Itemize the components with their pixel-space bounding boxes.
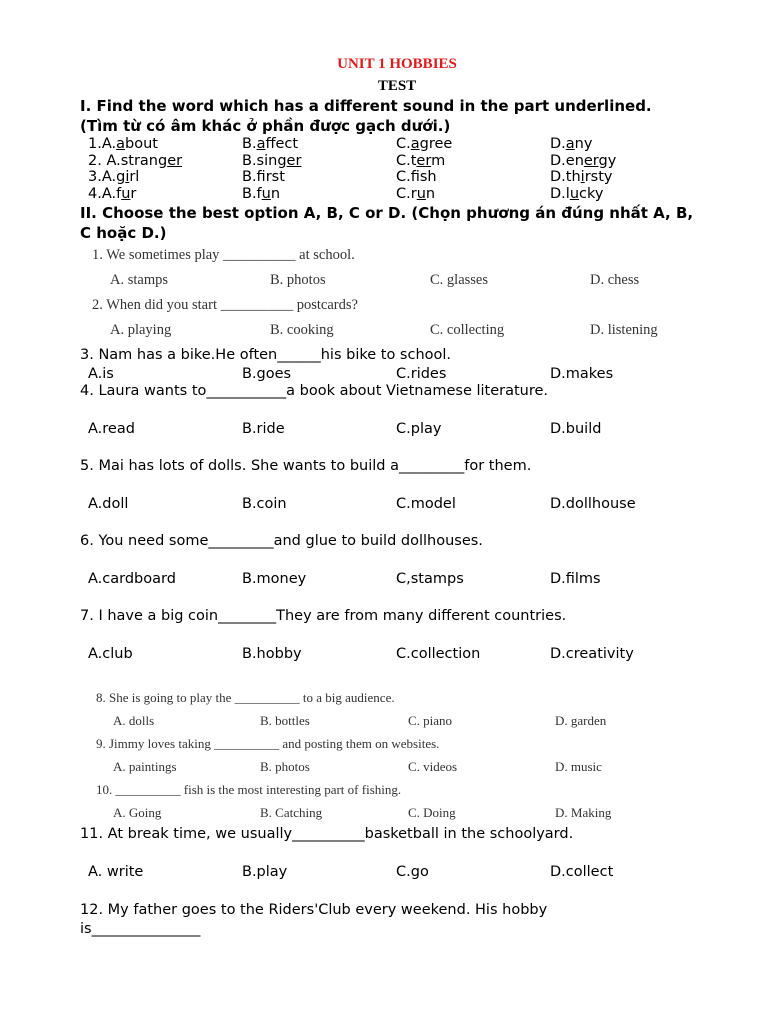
q6-option-a: A.cardboard — [88, 571, 176, 587]
q1-options — [0, 272, 768, 290]
option-suffix: m — [431, 153, 446, 169]
q1-option-b: B. photos — [270, 272, 326, 288]
option-suffix: r — [130, 186, 137, 202]
q4-question: 4. Laura wants to___________a book about Vietnamese literature. — [80, 383, 549, 399]
option-underlined-part: a — [565, 136, 575, 152]
q7-question: 7. I have a big coin________They are from many different countries. — [80, 608, 567, 624]
option-underlined-part: i — [125, 169, 130, 185]
q4-option-c: C.play — [396, 421, 442, 437]
q2-option-c: C. collecting — [430, 322, 505, 338]
option-prefix: D.en — [550, 153, 584, 169]
option-suffix: rst — [265, 169, 285, 185]
section1-heading-vi: (Tìm từ có âm khác ở phần được gạch dưới.) — [80, 117, 451, 135]
section2-heading-line2: C hoặc D.) — [80, 224, 167, 242]
q4-option-d: D.build — [550, 421, 602, 437]
q7-option-d: D.creativity — [550, 646, 634, 662]
q5-question: 5. Mai has lots of dolls. She wants to build a_________for them. — [80, 458, 532, 474]
q5-option-b: B.coin — [242, 496, 287, 512]
option-underlined-part: u — [121, 186, 131, 202]
q5-option-d: D.dollhouse — [550, 496, 636, 512]
q8-options — [0, 713, 768, 731]
q8-option-b: B. bottles — [260, 713, 310, 728]
q1-option-a: A. stamps — [110, 272, 168, 288]
q3-option-b — [242, 169, 285, 185]
q11-option-c: C.go — [396, 864, 429, 880]
q6-option-b: B.money — [242, 571, 307, 587]
q3-option-c — [396, 169, 437, 185]
option-prefix: D.th — [550, 169, 581, 185]
q5-option-c: C.model — [396, 496, 456, 512]
q2-question: 2. When did you start __________ postcards? — [92, 297, 358, 313]
q10-option-a: A. Going — [113, 805, 162, 820]
q4-option-b: B.ride — [242, 421, 285, 437]
option-underlined-part: i — [580, 169, 585, 185]
option-underlined-part: a — [410, 136, 420, 152]
section1-row-1 — [80, 136, 768, 154]
q9-options — [0, 759, 768, 777]
q5-options — [80, 496, 768, 514]
q11-question: 11. At break time, we usually__________basketball in the schoolyard. — [80, 826, 574, 842]
q1-question: 1. We sometimes play __________ at school. — [92, 247, 355, 263]
q2-option-a — [88, 153, 182, 169]
option-prefix: 2. A.strang — [88, 153, 168, 169]
section1-row-3 — [80, 169, 768, 187]
option-underlined-part: a — [256, 136, 266, 152]
q7-option-a: A.club — [88, 646, 133, 662]
q8-option-a: A. dolls — [113, 713, 155, 728]
q8-option-d: D. garden — [555, 713, 607, 728]
option-suffix: sh — [419, 169, 437, 185]
q4-option-c — [396, 186, 435, 202]
option-underlined-part: er — [167, 153, 183, 169]
q9-option-b: B. photos — [260, 759, 310, 774]
q2-option-b: B. cooking — [270, 322, 334, 338]
q6-option-c: C,stamps — [396, 571, 464, 587]
q9-option-a: A. paintings — [113, 759, 177, 774]
option-suffix: cky — [579, 186, 604, 202]
q11-option-b: B.play — [242, 864, 288, 880]
q7-options — [80, 646, 768, 664]
option-prefix: B.f — [242, 186, 262, 202]
option-prefix: B. — [242, 136, 257, 152]
option-underlined-part: er — [583, 153, 599, 169]
section2-heading-line1: II. Choose the best option A, B, C or D. (Chọn phương án đúng nhất A, B, — [80, 204, 694, 222]
q6-options — [80, 571, 768, 589]
option-prefix: 4.A.f — [88, 186, 122, 202]
q1-option-a — [88, 136, 158, 152]
q1-option-d: D. chess — [590, 272, 640, 288]
option-suffix: n — [270, 186, 281, 202]
q3-options — [80, 366, 768, 384]
q3-option-a — [88, 169, 139, 185]
option-suffix: ffect — [265, 136, 299, 152]
option-suffix: rl — [129, 169, 140, 185]
option-underlined-part: u — [569, 186, 580, 202]
q12-question-line1: 12. My father goes to the Riders'Club every weekend. His hobby — [80, 902, 548, 918]
q1-option-c — [396, 136, 452, 152]
q12-question-line2: is_______________ — [80, 921, 201, 937]
q1-option-c: C. glasses — [430, 272, 488, 288]
q3-option-d — [550, 169, 612, 185]
q8-question: 8. She is going to play the __________ to a big audience. — [96, 690, 395, 705]
q4-option-b — [242, 186, 280, 202]
option-suffix: n — [425, 186, 436, 202]
q9-option-c: C. videos — [408, 759, 458, 774]
option-suffix: rsty — [584, 169, 613, 185]
q5-option-a: A.doll — [88, 496, 129, 512]
q10-option-b: B. Catching — [260, 805, 323, 820]
page-title: UNIT 1 HOBBIES — [337, 56, 457, 72]
q2-option-d: D. listening — [590, 322, 658, 338]
option-underlined-part: er — [416, 153, 432, 169]
q10-options — [0, 805, 768, 823]
q3-option-d: D.makes — [550, 366, 614, 382]
option-suffix: gree — [419, 136, 453, 152]
option-prefix: 1.A. — [88, 136, 117, 152]
q10-question: 10. __________ fish is the most interesting part of fishing. — [96, 782, 402, 797]
q3-option-a: A.is — [88, 366, 114, 382]
section1-row-4 — [80, 186, 768, 204]
q6-question: 6. You need some_________and glue to build dollhouses. — [80, 533, 483, 549]
option-prefix: C.r — [396, 186, 417, 202]
q8-option-c: C. piano — [408, 713, 453, 728]
option-suffix: bout — [125, 136, 158, 152]
q4-option-a: A.read — [88, 421, 135, 437]
option-underlined-part: a — [116, 136, 125, 152]
q10-option-d: D. Making — [555, 805, 612, 820]
q2-option-b — [242, 153, 301, 169]
q11-option-a: A. write — [88, 864, 144, 880]
option-underlined-part: u — [416, 186, 426, 202]
q9-option-d: D. music — [555, 759, 602, 774]
q3-option-c: C.rides — [396, 366, 447, 382]
q2-option-a: A. playing — [110, 322, 172, 338]
q1-option-d — [550, 136, 592, 152]
option-underlined-part: er — [286, 153, 302, 169]
q1-option-b — [242, 136, 298, 152]
option-prefix: C.t — [396, 153, 417, 169]
q7-option-b: B.hobby — [242, 646, 302, 662]
q4-option-a — [88, 186, 136, 202]
option-prefix: D.l — [550, 186, 570, 202]
q6-option-d: D.films — [550, 571, 601, 587]
option-prefix: C. — [396, 136, 411, 152]
page-subtitle: TEST — [377, 78, 417, 94]
option-prefix: B.sing — [242, 153, 287, 169]
option-suffix: gy — [598, 153, 617, 169]
q4-option-d — [550, 186, 603, 202]
q4-options — [80, 421, 768, 439]
option-prefix: B.f — [242, 169, 266, 185]
q11-options — [80, 864, 768, 882]
q9-question: 9. Jimmy loves taking __________ and posting them on websites. — [96, 736, 440, 751]
q2-options — [0, 322, 768, 340]
option-prefix: 3.A.g — [88, 169, 126, 185]
q2-option-c — [396, 153, 445, 169]
q7-option-c: C.collection — [396, 646, 481, 662]
q2-option-d — [550, 153, 616, 169]
option-suffix: ny — [574, 136, 593, 152]
q10-option-c: C. Doing — [408, 805, 456, 820]
q11-option-d: D.collect — [550, 864, 614, 880]
q3-option-b: B.goes — [242, 366, 292, 382]
section1-heading: I. Find the word which has a different sound in the part underlined. — [80, 97, 652, 115]
q3-question: 3. Nam has a bike.He often______his bike to school. — [80, 347, 452, 363]
option-prefix: C.f — [396, 169, 420, 185]
option-underlined-part: u — [261, 186, 271, 202]
option-prefix: D. — [550, 136, 566, 152]
